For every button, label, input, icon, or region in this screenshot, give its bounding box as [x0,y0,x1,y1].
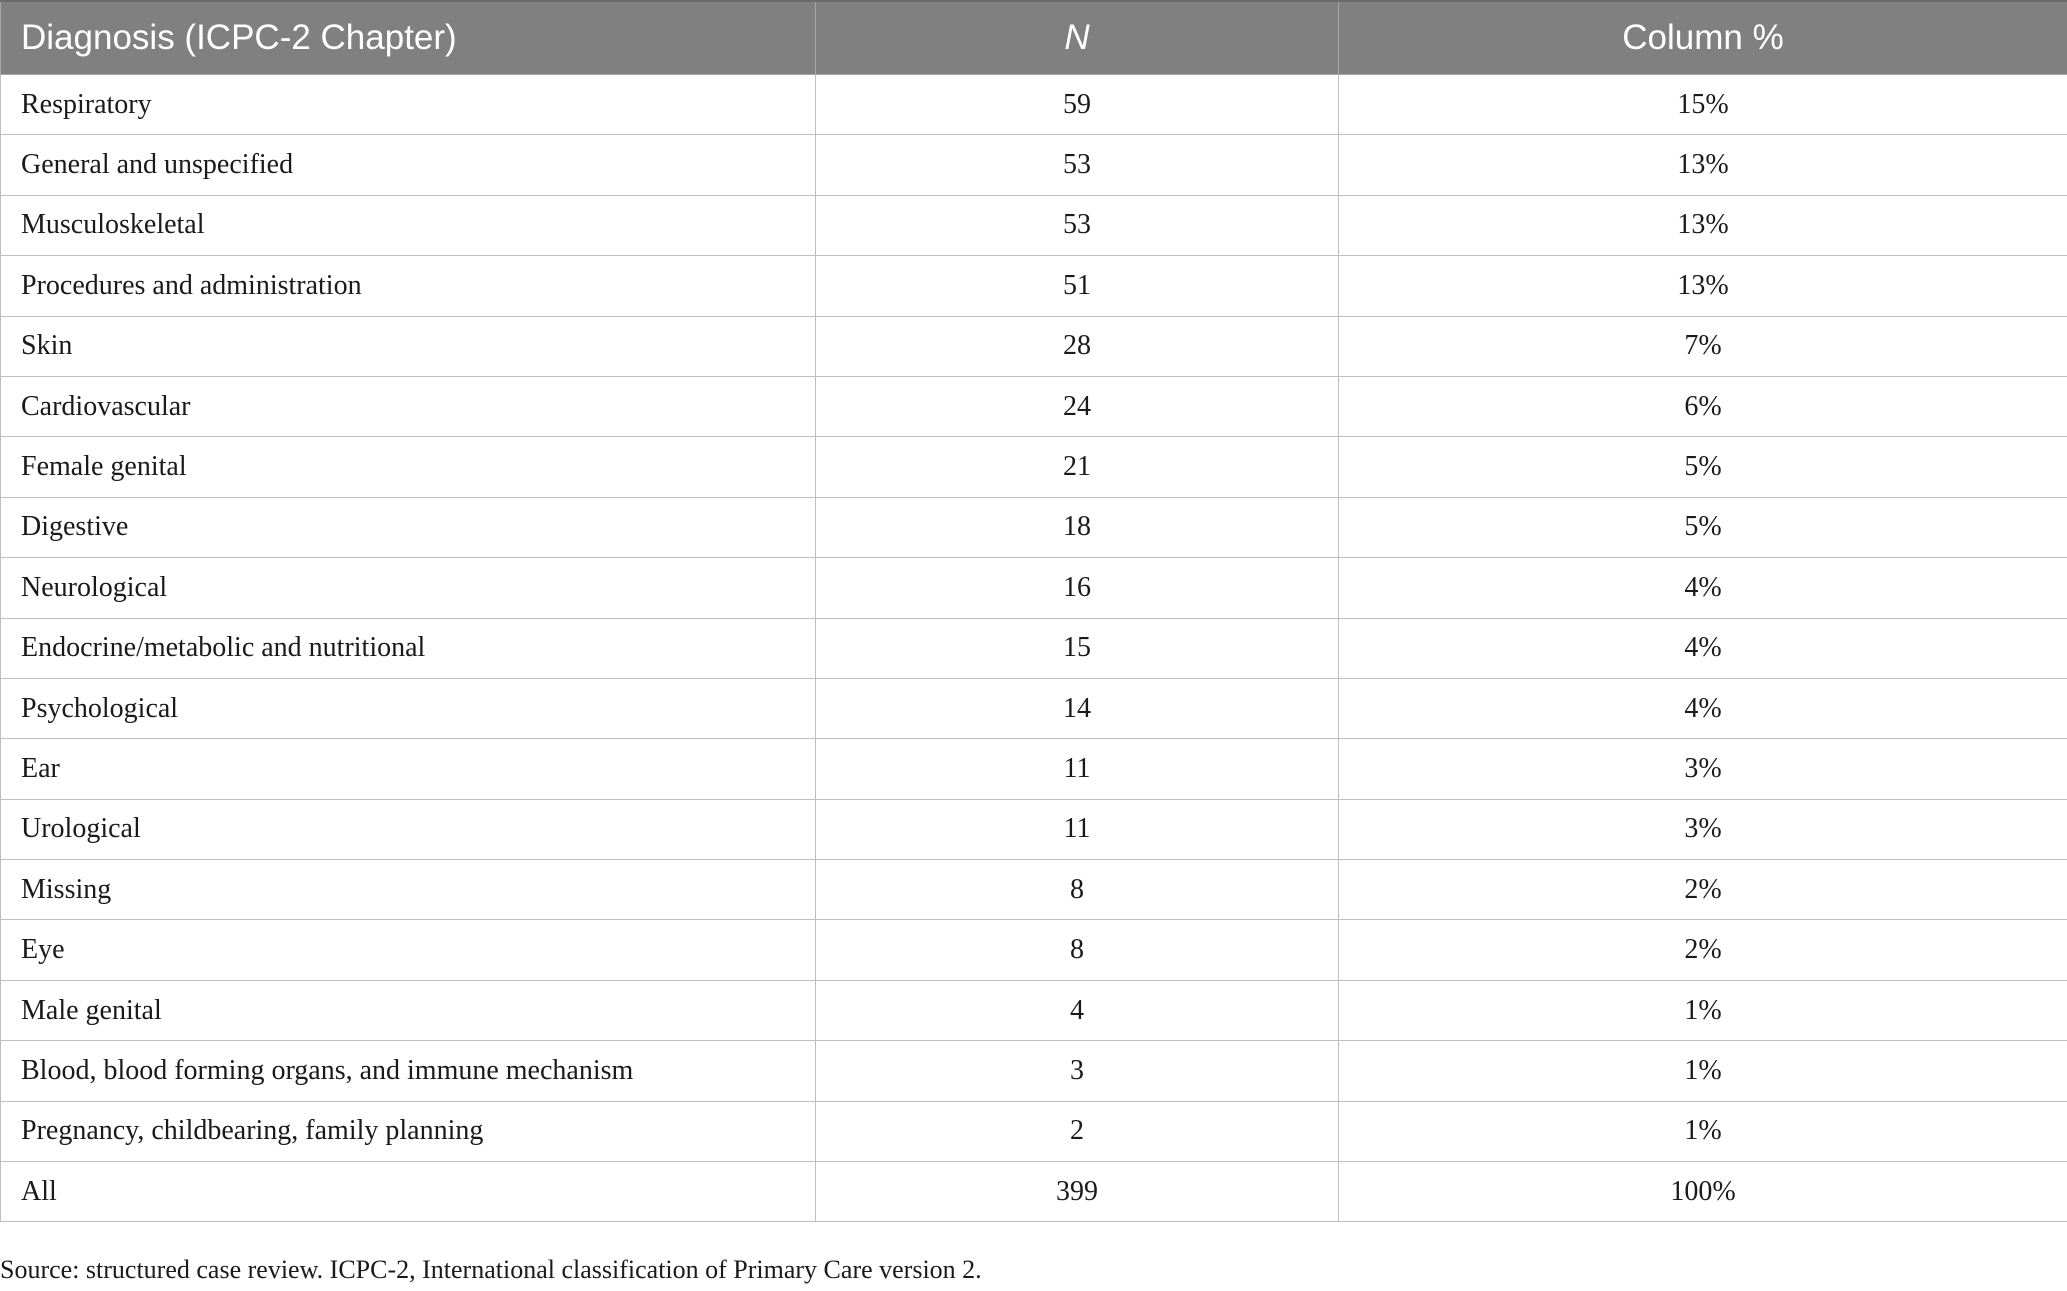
column-percent-cell: 13% [1339,195,2067,255]
diagnosis-cell: Pregnancy, childbearing, family planning [1,1101,816,1161]
table-row [1,1162,2067,1222]
source-footnote: Source: structured case review. ICPC-2, International classification of Primary Care version 2. [0,1255,982,1284]
table-row [1,1101,2067,1161]
diagnosis-cell: Endocrine/metabolic and nutritional [1,618,816,678]
n-cell: 11 [816,739,1339,799]
n-cell: 11 [816,799,1339,859]
n-cell: 2 [816,1101,1339,1161]
table-row [1,195,2067,255]
diagnosis-cell: Procedures and administration [1,256,816,316]
n-cell: 28 [816,316,1339,376]
table-row [1,376,2067,436]
n-cell: 399 [816,1162,1339,1222]
n-cell: 21 [816,437,1339,497]
column-percent-cell: 13% [1339,256,2067,316]
n-cell: 15 [816,618,1339,678]
header-column-percent: Column % [1339,1,2067,75]
table-row [1,135,2067,195]
table-row [1,558,2067,618]
table-row [1,497,2067,557]
n-cell: 59 [816,75,1339,135]
n-cell: 51 [816,256,1339,316]
n-cell: 53 [816,195,1339,255]
column-percent-cell: 7% [1339,316,2067,376]
n-cell: 18 [816,497,1339,557]
diagnosis-cell: Psychological [1,678,816,738]
column-percent-cell: 2% [1339,860,2067,920]
n-cell: 8 [816,920,1339,980]
column-percent-cell: 13% [1339,135,2067,195]
column-percent-cell: 4% [1339,678,2067,738]
diagnosis-cell: Ear [1,739,816,799]
diagnosis-cell: Female genital [1,437,816,497]
column-percent-cell: 3% [1339,799,2067,859]
header-row [1,1,2067,75]
column-percent-cell: 100% [1339,1162,2067,1222]
column-percent-cell: 5% [1339,497,2067,557]
diagnosis-cell: Missing [1,860,816,920]
column-percent-cell: 3% [1339,739,2067,799]
column-percent-cell: 2% [1339,920,2067,980]
diagnosis-cell: Musculoskeletal [1,195,816,255]
column-percent-cell: 1% [1339,1041,2067,1101]
n-cell: 14 [816,678,1339,738]
table-row [1,316,2067,376]
table-row [1,799,2067,859]
column-percent-cell: 4% [1339,558,2067,618]
table-row [1,860,2067,920]
header-diagnosis: Diagnosis (ICPC-2 Chapter) [1,1,816,75]
diagnosis-cell: General and unspecified [1,135,816,195]
diagnosis-cell: All [1,1162,816,1222]
diagnosis-cell: Cardiovascular [1,376,816,436]
n-cell: 24 [816,376,1339,436]
table-row [1,437,2067,497]
table-row [1,678,2067,738]
diagnosis-cell: Skin [1,316,816,376]
column-percent-cell: 1% [1339,1101,2067,1161]
column-percent-cell: 5% [1339,437,2067,497]
table-row [1,980,2067,1040]
table-row [1,1041,2067,1101]
n-cell: 3 [816,1041,1339,1101]
column-percent-cell: 6% [1339,376,2067,436]
table-body [1,75,2067,1222]
table-row [1,920,2067,980]
n-cell: 8 [816,860,1339,920]
n-cell: 4 [816,980,1339,1040]
n-cell: 53 [816,135,1339,195]
table-header [1,1,2067,75]
diagnosis-cell: Male genital [1,980,816,1040]
column-percent-cell: 1% [1339,980,2067,1040]
table-row [1,618,2067,678]
n-cell: 16 [816,558,1339,618]
diagnosis-cell: Eye [1,920,816,980]
header-n: N [816,1,1339,75]
diagnosis-cell: Urological [1,799,816,859]
diagnosis-cell: Respiratory [1,75,816,135]
table-row [1,739,2067,799]
diagnosis-cell: Digestive [1,497,816,557]
diagnosis-cell: Neurological [1,558,816,618]
diagnosis-cell: Blood, blood forming organs, and immune mechanism [1,1041,816,1101]
column-percent-cell: 4% [1339,618,2067,678]
column-percent-cell: 15% [1339,75,2067,135]
table-row [1,75,2067,135]
table-row [1,256,2067,316]
